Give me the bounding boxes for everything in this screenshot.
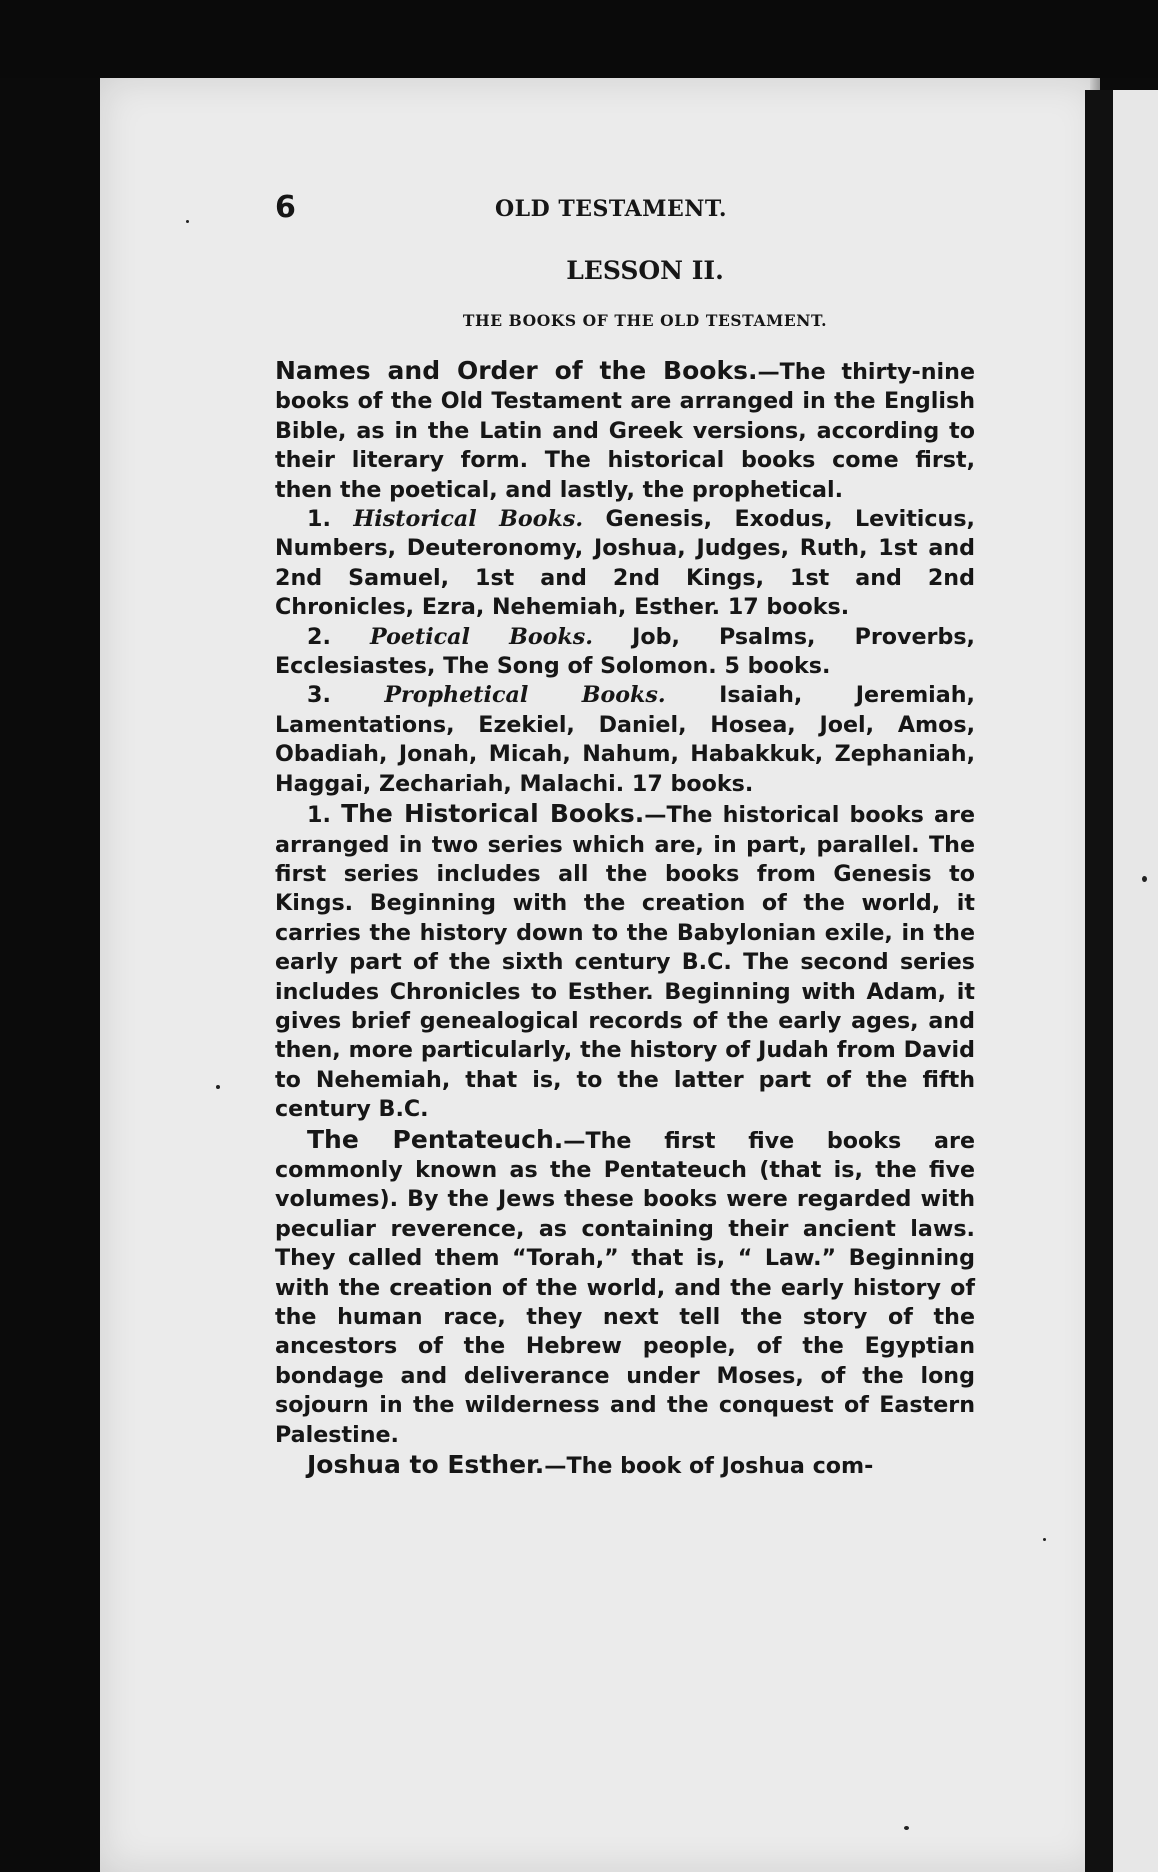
paragraph-text: —The book of Joshua com- xyxy=(544,1453,874,1480)
paragraph-heading: Names and Order of the Books. xyxy=(275,356,758,385)
list-text: Isaiah, Jeremiah, Lamentations, Ezekiel, Daniel, Hosea, Joel, Amos, Obadiah, Jonah, Micah, Nahum, Habakkuk, Zephaniah, Haggai, Zechariah, Malachi. 17 books. xyxy=(275,682,975,797)
list-number: 3. xyxy=(307,682,331,709)
paragraph-prophetical-list xyxy=(275,681,975,799)
list-number: 2. xyxy=(307,623,331,650)
paragraph-text: —The thirty-nine books of the Old Testament are arranged in the English Bible, as in the Latin and Greek versions, according to their literary form. The historical books come first, then the poetical, and lastly, the prophetical. xyxy=(275,359,975,503)
body-text xyxy=(275,356,975,1481)
paragraph-poetical-list xyxy=(275,623,975,682)
scan-border-top xyxy=(0,0,1158,78)
scan-speck xyxy=(904,1826,909,1830)
paragraph-text: —The historical books are arranged in two series which are, in part, parallel. The first series includes all the books from Genesis to Kings. Beginning with the creation of the world, it carries the history down to the Babylonian exile, in the early part of the sixth century B.C. The second series includes Chronicles to Esther. Beginning with Adam, it gives brief genealogical records of the early ages, and then, more particularly, the history of Judah from David to Nehemiah, that is, to the latter part of the fifth century B.C. xyxy=(275,802,975,1123)
paragraph-heading: The Historical Books. xyxy=(341,799,645,829)
paragraph-historical-books xyxy=(275,799,975,1124)
lesson-subtitle: THE BOOKS OF THE OLD TESTAMENT. xyxy=(462,311,828,330)
page-content xyxy=(275,190,975,1481)
scan-speck xyxy=(1043,1538,1046,1541)
list-text: Genesis, Exodus, Leviticus, Numbers, Deuteronomy, Joshua, Judges, Ruth, 1st and 2nd Samuel, 1st and 2nd Kings, 1st and 2nd Chronicles, Ezra, Nehemiah, Esther. 17 books. xyxy=(275,506,975,621)
paragraph-pentateuch xyxy=(275,1125,975,1450)
scan-gutter-bar xyxy=(1085,90,1113,1872)
paragraph-text: —The first five books are commonly known as the Pentateuch (that is, the five volumes). By the Jews these books were regarded with peculiar reverence, as containing their ancient laws. They called them “Torah,” that is, “ Law.” Beginning with the creation of the world, and the early history of the human race, they next tell the story of the ancestors of the Hebrew people, of the Egyptian bondage and deliverance under Moses, of the long sojourn in the wilderness and the conquest of Eastern Palestine. xyxy=(275,1127,975,1448)
paragraph-joshua-esther xyxy=(275,1450,975,1481)
list-text: Job, Psalms, Proverbs, Ecclesiastes, The Song of Solomon. 5 books. xyxy=(275,623,975,680)
lesson-title: LESSON II. xyxy=(566,256,724,285)
list-heading: Prophetical Books. xyxy=(384,682,666,709)
scan-speck xyxy=(186,220,189,223)
list-number: 1. xyxy=(307,506,331,533)
list-heading: Historical Books. xyxy=(353,506,584,533)
scan-speck xyxy=(216,1085,220,1089)
paragraph-heading: Joshua to Esther. xyxy=(307,1450,545,1480)
paragraph-names-order xyxy=(275,356,975,505)
section-number: 1. xyxy=(307,802,331,829)
next-page-edge xyxy=(1113,90,1158,1872)
running-head xyxy=(275,190,975,236)
paragraph-historical-list xyxy=(275,505,975,623)
scan-speck xyxy=(1142,876,1147,882)
running-title: OLD TESTAMENT. xyxy=(495,196,728,222)
list-heading: Poetical Books. xyxy=(369,623,594,650)
paragraph-heading: The Pentateuch. xyxy=(307,1124,564,1154)
page-number: 6 xyxy=(275,190,296,225)
